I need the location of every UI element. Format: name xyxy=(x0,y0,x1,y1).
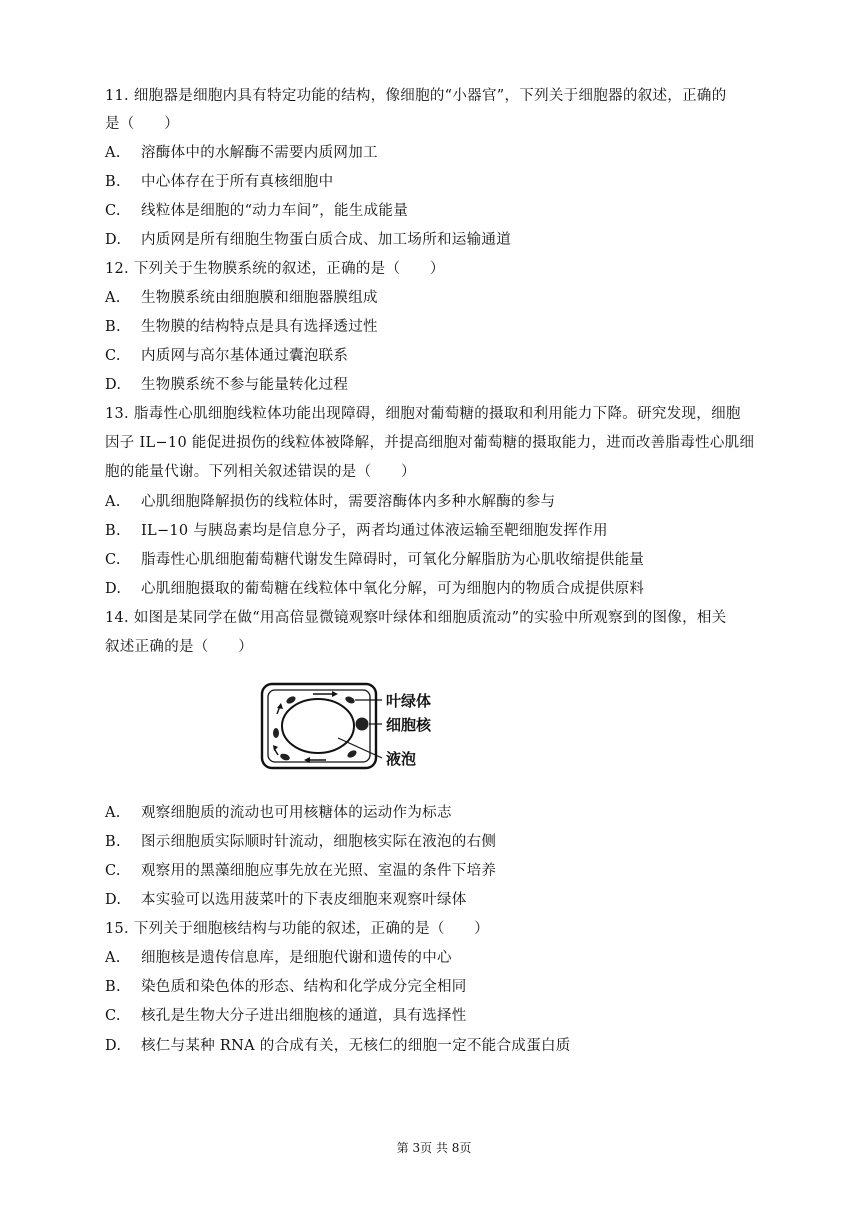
q11-option-d xyxy=(105,230,511,250)
q15-option-b xyxy=(105,977,467,997)
option-label: A. xyxy=(105,290,121,306)
q11-stem-line-1: 11. 细胞器是细胞内具有特定功能的结构，像细胞的“小器官”，下列关于细胞器的叙述，正确的 xyxy=(105,88,727,104)
q13-stem-line-2: 因子 IL−10 能促进损伤的线粒体被降解，并提高细胞对葡萄糖的摄取能力，进而改善脂毒性心肌细 xyxy=(105,435,755,451)
q14-option-c xyxy=(105,861,496,881)
vacuole-shape xyxy=(282,699,354,753)
q15-option-d xyxy=(105,1036,571,1056)
option-label: A. xyxy=(105,805,121,821)
option-label: B. xyxy=(105,523,121,539)
option-label: B. xyxy=(105,979,121,995)
cell-diagram-figure xyxy=(258,678,458,778)
option-label: C. xyxy=(105,348,121,364)
q13-stem-line-3: 胞的能量代谢。下列相关叙述错误的是（ ） xyxy=(105,464,416,480)
q12-stem-line-1: 12. 下列关于生物膜系统的叙述，正确的是（ ） xyxy=(105,261,445,277)
q11-stem-line-2: 是（ ） xyxy=(105,116,179,132)
q15-option-a xyxy=(105,948,452,968)
q15-option-c xyxy=(105,1006,467,1026)
page-footer: 第 3页 共 8页 xyxy=(396,1141,472,1155)
label-vacuole: 液泡 xyxy=(386,750,417,768)
q13-option-c xyxy=(105,550,644,570)
option-text: 生物膜的结构特点是具有选择透过性 xyxy=(141,319,378,335)
option-text: 核孔是生物大分子进出细胞核的通道，具有选择性 xyxy=(141,1008,467,1024)
flow-arrow-head xyxy=(332,691,338,697)
option-label: D. xyxy=(105,581,122,597)
option-text: 中心体存在于所有真核细胞中 xyxy=(141,174,334,190)
flow-arrow-head xyxy=(277,703,283,709)
chloroplast-shape xyxy=(279,752,290,761)
q11-option-c xyxy=(105,201,408,221)
option-text: 脂毒性心肌细胞葡萄糖代谢发生障碍时，可氧化分解脂肪为心肌收缩提供能量 xyxy=(141,552,645,568)
q13-option-a xyxy=(105,492,555,512)
option-text: 溶酶体中的水解酶不需要内质网加工 xyxy=(141,145,378,161)
q14-stem-line-1: 14. 如图是某同学在做“用高倍显微镜观察叶绿体和细胞质流动”的实验中所观察到的图像，相关 xyxy=(105,610,727,626)
option-text: IL−10 与胰岛素均是信息分子，两者均通过体液运输至靶细胞发挥作用 xyxy=(141,523,608,539)
q11-option-b xyxy=(105,172,333,192)
option-text: 心肌细胞摄取的葡萄糖在线粒体中氧化分解，可为细胞内的物质合成提供原料 xyxy=(141,581,645,597)
q12-option-a xyxy=(105,288,378,308)
q12-option-c xyxy=(105,346,348,366)
option-label: D. xyxy=(105,377,122,393)
chloroplast-shape xyxy=(273,728,279,738)
option-text: 本实验可以选用菠菜叶的下表皮细胞来观察叶绿体 xyxy=(141,892,467,908)
option-label: D. xyxy=(105,232,122,248)
option-label: B. xyxy=(105,834,121,850)
q13-option-d xyxy=(105,579,644,599)
label-nucleus: 细胞核 xyxy=(386,716,432,734)
option-text: 生物膜系统由细胞膜和细胞器膜组成 xyxy=(141,290,378,306)
option-text: 观察细胞质的流动也可用核糖体的运动作为标志 xyxy=(141,805,452,821)
option-label: A. xyxy=(105,145,121,161)
option-text: 染色质和染色体的形态、结构和化学成分完全相同 xyxy=(141,979,467,995)
option-label: C. xyxy=(105,552,121,568)
q12-option-b xyxy=(105,317,378,337)
label-chloroplast: 叶绿体 xyxy=(386,692,432,710)
q11-option-a xyxy=(105,143,378,163)
chloroplast-shape xyxy=(346,749,358,759)
q14-option-a xyxy=(105,803,452,823)
option-text: 图示细胞质实际顺时针流动，细胞核实际在液泡的右侧 xyxy=(141,834,497,850)
q14-option-d xyxy=(105,890,467,910)
option-label: D. xyxy=(105,1038,122,1054)
option-text: 线粒体是细胞的“动力车间”，能生成能量 xyxy=(141,203,409,219)
option-label: A. xyxy=(105,950,121,966)
option-text: 内质网与高尔基体通过囊泡联系 xyxy=(141,348,349,364)
option-label: C. xyxy=(105,203,121,219)
q14-option-b xyxy=(105,832,496,852)
chloroplast-shape xyxy=(285,695,297,705)
option-text: 生物膜系统不参与能量转化过程 xyxy=(141,377,349,393)
option-text: 细胞核是遗传信息库，是细胞代谢和遗传的中心 xyxy=(141,950,452,966)
option-text: 核仁与某种 RNA 的合成有关，无核仁的细胞一定不能合成蛋白质 xyxy=(141,1038,571,1054)
option-label: C. xyxy=(105,863,121,879)
option-text: 内质网是所有细胞生物蛋白质合成、加工场所和运输通道 xyxy=(141,232,511,248)
q15-stem-line-1: 15. 下列关于细胞核结构与功能的叙述，正确的是（ ） xyxy=(105,921,490,937)
q12-option-d xyxy=(105,375,348,395)
flow-arrow-shaft xyxy=(275,750,278,755)
option-text: 心肌细胞降解损伤的线粒体时，需要溶酶体内多种水解酶的参与 xyxy=(141,494,556,510)
option-label: A. xyxy=(105,494,121,510)
option-label: B. xyxy=(105,174,121,190)
option-label: B. xyxy=(105,319,121,335)
q14-stem-line-2: 叙述正确的是（ ） xyxy=(105,639,253,655)
option-text: 观察用的黑藻细胞应事先放在光照、室温的条件下培养 xyxy=(141,863,497,879)
option-label: D. xyxy=(105,892,122,908)
option-label: C. xyxy=(105,1008,121,1024)
q13-stem-line-1: 13. 脂毒性心肌细胞线粒体功能出现障碍，细胞对葡萄糖的摄取和利用能力下降。研究发现，细胞 xyxy=(105,406,741,422)
chloroplast-shape xyxy=(344,695,356,705)
nucleus-shape xyxy=(356,718,369,731)
q13-option-b xyxy=(105,521,608,541)
